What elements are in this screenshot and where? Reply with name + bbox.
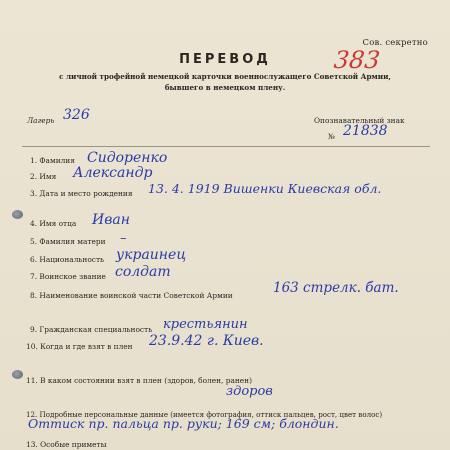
- section-divider: [22, 146, 430, 147]
- field-13-label: 13. Особые приметы: [26, 440, 107, 449]
- field-8-label: 8. Наименование воинской части Советской Армии: [30, 291, 233, 300]
- field-4-value: Иван: [92, 212, 130, 228]
- field-9-label: 9. Гражданская специальность: [30, 325, 153, 334]
- field-1-label: 1. Фамилия: [30, 156, 75, 165]
- camp-label: Лагерь: [27, 116, 55, 125]
- identity-tag-label: Опознавательный знак: [314, 116, 405, 125]
- field-1-value: Сидоренко: [87, 150, 168, 166]
- field-9-value: крестьянин: [163, 317, 248, 332]
- field-8-value: 163 стрелк. бат.: [273, 280, 399, 296]
- field-4-label: 4. Имя отца: [30, 219, 77, 228]
- binder-hole-top: [12, 210, 23, 219]
- document-subtitle-line1: с личной трофейной немецкой карточки военнослужащего Советской Армии,: [59, 72, 391, 81]
- field-6-label: 6. Национальность: [30, 255, 105, 264]
- binder-hole-bottom: [12, 370, 23, 379]
- field-12-value: Оттиск пр. пальца пр. руки; 169 см; блондин.: [28, 416, 339, 431]
- field-2-label: 2. Имя: [30, 172, 57, 181]
- identity-tag-value: 21838: [343, 123, 388, 139]
- field-10-label: 10. Когда и где взят в плен: [26, 342, 133, 351]
- identity-number-label: №: [328, 132, 335, 141]
- field-3-value: 13. 4. 1919 Вишенки Киевская обл.: [148, 181, 382, 196]
- document-title: ПЕРЕВОД: [179, 52, 271, 67]
- handwritten-case-number: 383: [332, 46, 382, 74]
- field-10-value: 23.9.42 г. Киев.: [149, 333, 264, 349]
- field-5-label: 5. Фамилия матери: [30, 237, 106, 246]
- document-subtitle-line2: бывшего в немецком плену.: [164, 83, 286, 92]
- camp-value: 326: [63, 107, 90, 123]
- field-12-label: 12. Подробные персональные данные (имеется фотография, оттиск пальцев, рост, цвет волос): [26, 410, 383, 419]
- field-7-label: 7. Воинское звание: [30, 272, 106, 281]
- field-7-value: солдат: [115, 264, 171, 280]
- field-6-value: украинец: [116, 247, 187, 263]
- field-11-value: здоров: [226, 384, 273, 399]
- field-11-label: 11. В каком состоянии взят в плен (здоров, болен, ранен): [26, 376, 252, 385]
- field-5-value: –: [120, 231, 127, 246]
- field-2-value: Александр: [73, 165, 153, 181]
- field-3-label: 3. Дата и место рождения: [30, 189, 133, 198]
- classification-label: Сов. секретно: [362, 38, 428, 48]
